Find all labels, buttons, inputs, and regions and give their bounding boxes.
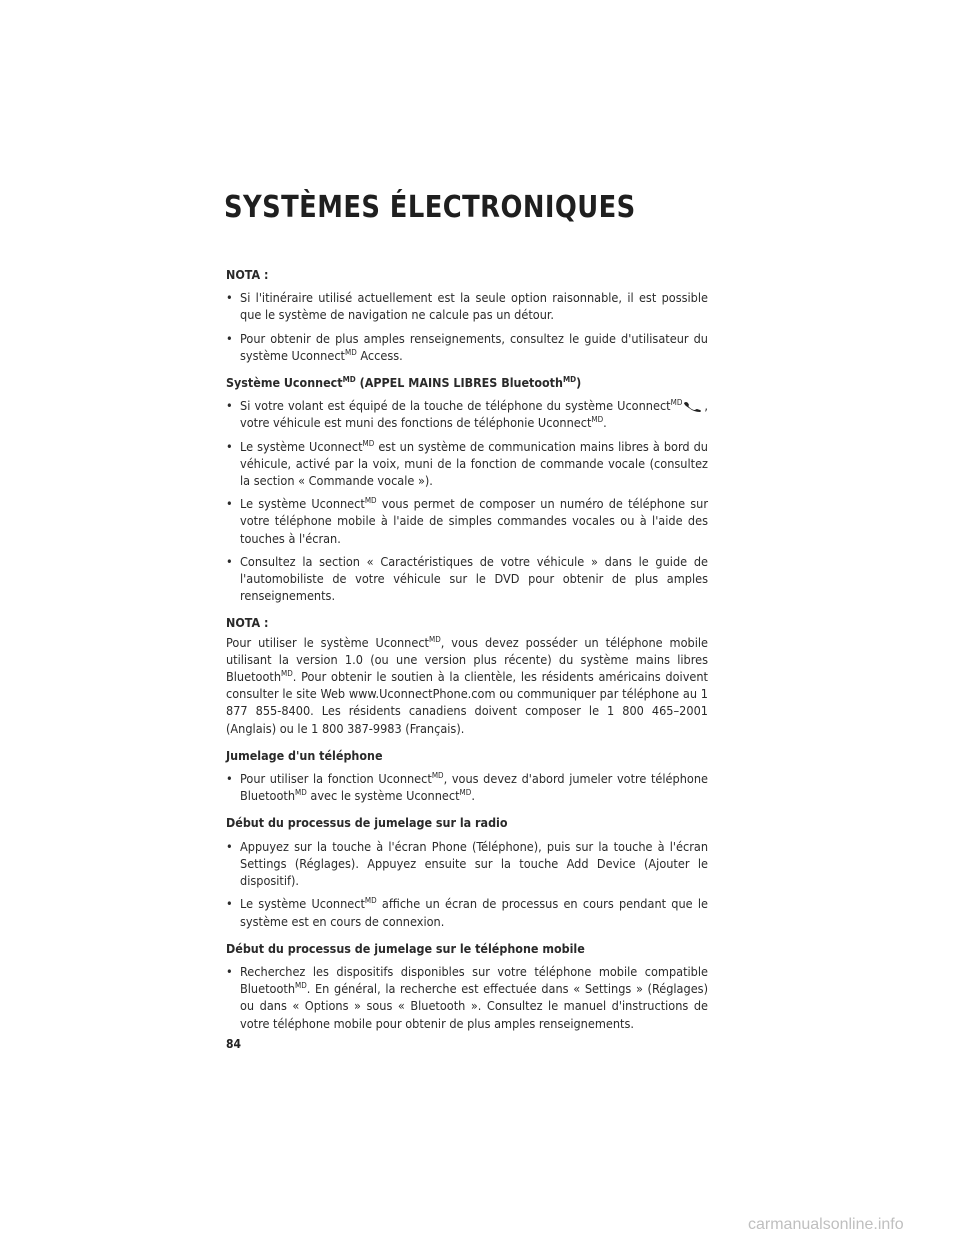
- section-heading: Jumelage d'un téléphone: [226, 747, 383, 763]
- list-item: • Appuyez sur la touche à l'écran Phone (Téléphone), puis sur la touche à l'écran Settings (Réglages). Appuyez ensuite sur la touche Add Device (Ajouter le dispositif).: [226, 838, 708, 890]
- page-content: [226, 266, 708, 1038]
- nota-list: [226, 289, 708, 364]
- list-item: • Si votre volant est équipé de la touche de téléphone du système Uconnect$^{MD}$ , votre véhicule est muni des fonctions de téléphonie Uconnect$^{MD}$.: [226, 397, 708, 431]
- page-title: SYSTÈMES ÉLECTRONIQUES: [224, 190, 636, 225]
- list-item: • Le système Uconnect$^{MD}$ affiche un écran de processus en cours pendant que le système est en cours de connexion.: [226, 895, 708, 929]
- list-item: • Si l'itinéraire utilisé actuellement est la seule option raisonnable, il est possible que le système de navigation ne calcule pas un détour.: [226, 289, 708, 323]
- section-heading: Début du processus de jumelage sur la radio: [226, 815, 508, 831]
- page-number: 84: [226, 1037, 242, 1051]
- radio-pairing-list: [226, 838, 708, 930]
- nota-label: NOTA :: [226, 615, 269, 631]
- list-item: • Pour utiliser la fonction Uconnect$^{MD}$, vous devez d'abord jumeler votre téléphone Bluetooth$^{MD}$ avec le système Uconnect$^{MD}$.: [226, 770, 708, 804]
- pairing-list: [226, 770, 708, 804]
- phone-icon: [682, 401, 704, 412]
- list-item: • Recherchez les dispositifs disponibles sur votre téléphone mobile compatible Bluetooth$^{MD}$. En général, la recherche est effectuée dans « Settings » (Réglages) ou dans « Options » sous « Bluetooth ». Consultez le manuel d'instructions de votre téléphone mobile pour obtenir de plus amples renseignements.: [226, 963, 708, 1032]
- section-heading: Début du processus de jumelage sur le téléphone mobile: [226, 940, 585, 956]
- uconnect-list: [226, 397, 708, 604]
- list-item: • Consultez la section « Caractéristiques de votre véhicule » dans le guide de l'automobiliste de votre véhicule sur le DVD pour obtenir de plus amples renseignements.: [226, 553, 708, 605]
- section-heading: Système Uconnect$^{MD}$ (APPEL MAINS LIBRES Bluetooth$^{MD}$): [226, 374, 582, 391]
- phone-pairing-list: [226, 963, 708, 1032]
- watermark: carmanualsonline.info: [748, 1216, 904, 1233]
- list-item: • Le système Uconnect$^{MD}$ est un système de communication mains libres à bord du véhicule, activé par la voix, muni de la fonction de commande vocale (consultez la section « Commande vocale »).: [226, 438, 708, 490]
- nota-paragraph: Pour utiliser le système Uconnect$^{MD}$, vous devez posséder un téléphone mobile utilisant la version 1.0 (ou une version plus récente) du système mains libres Bluetooth$^{MD}$. Pour obtenir le soutien à la clientèle, les résidents américains doivent consulter le site Web www.UconnectPhone.com ou communiquer par téléphone au 1 877 855-8400. Les résidents canadiens doivent composer le 1 800 465–2001 (Anglais) ou le 1 800 387-9983 (Français).: [226, 634, 708, 736]
- list-item: • Le système Uconnect$^{MD}$ vous permet de composer un numéro de téléphone sur votre téléphone mobile à l'aide de simples commandes vocales ou à l'aide des touches à l'écran.: [226, 495, 708, 547]
- list-item: • Pour obtenir de plus amples renseignements, consultez le guide d'utilisateur du système Uconnect$^{MD}$ Access.: [226, 330, 708, 364]
- nota-label: NOTA :: [226, 267, 269, 282]
